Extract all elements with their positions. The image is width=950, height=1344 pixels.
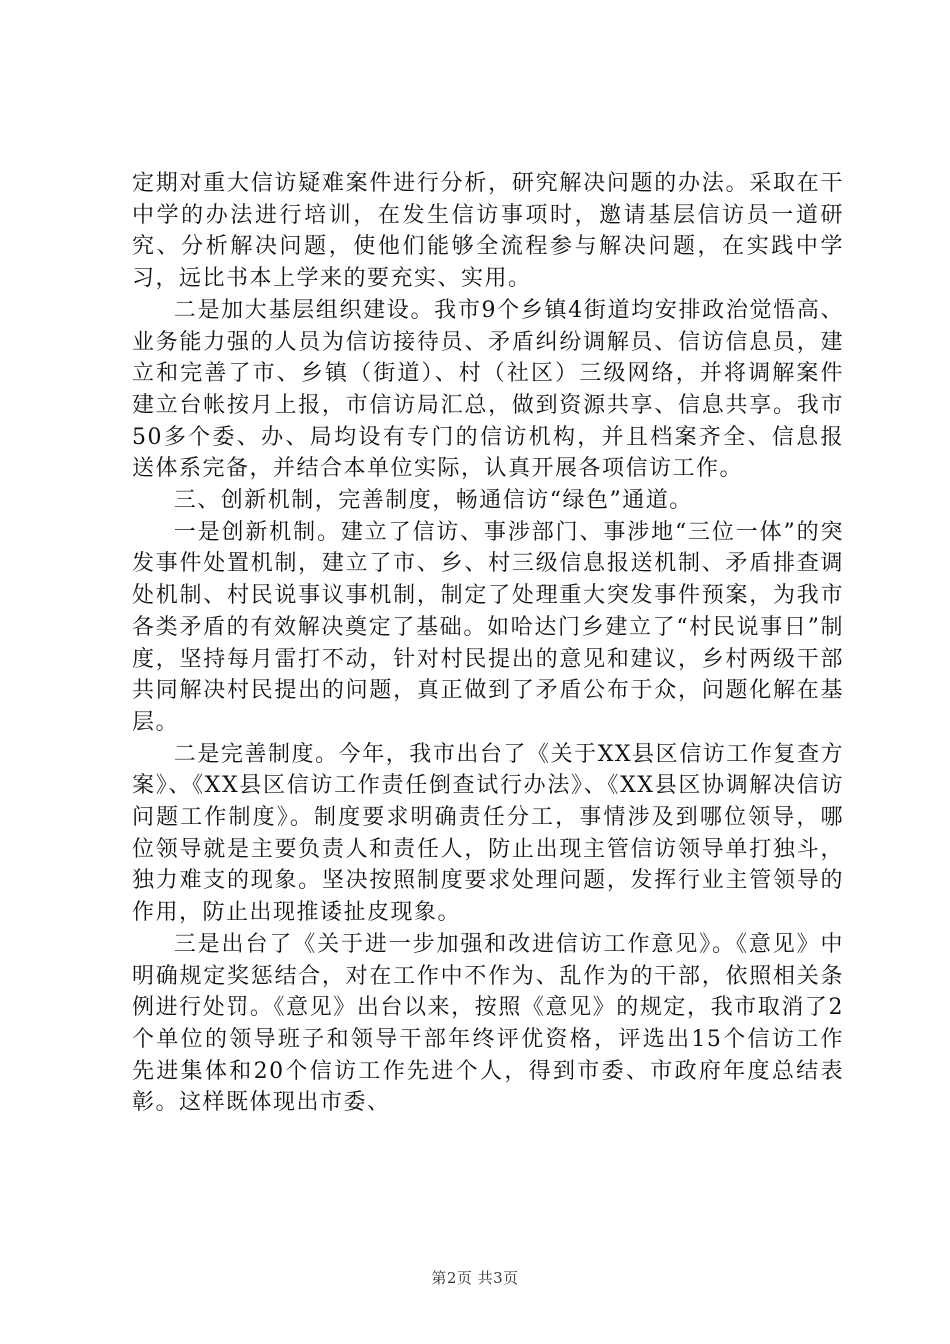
document-body bbox=[132, 168, 844, 1119]
section-heading-innovation: 三、创新机制，完善制度，畅通信访“绿色”通道。 bbox=[173, 488, 693, 514]
paragraph-grassroots-organization: 二是加大基层组织建设。我市9个乡镇4街道均安排政治觉悟高、业务能力强的人员为信访接待员、矛盾纠纷调解员、信访信息员，建立和完善了市、乡镇（街道）、村（社区）三级网络，并将调解案件建立台帐按月上报，市信访局汇总，做到资源共享、信息共享。我市50多个委、办、局均设有专门的信访机构，并且档案齐全、信息报送体系完备，并结合本单位实际，认真开展各项信访工作。 bbox=[132, 297, 844, 482]
paragraph-improve-system: 二是完善制度。今年，我市出台了《关于XX县区信访工作复查方案》、《XX县区信访工作责任倒查试行办法》、《XX县区协调解决信访问题工作制度》。制度要求明确责任分工，事情涉及到哪位领导，哪位领导就是主要负责人和责任人，防止出现主管信访领导单打独斗，独力难支的现象。坚决按照制度要求处理问题，发挥行业主管领导的作用，防止出现推诿扯皮现象。 bbox=[132, 741, 844, 926]
paragraph-innovation-mechanism: 一是创新机制。建立了信访、事涉部门、事涉地“三位一体”的突发事件处置机制，建立了市、乡、村三级信息报送机制、矛盾排查调处机制、村民说事议事机制，制定了处理重大突发事件预案，为我市各类矛盾的有效解决奠定了基础。如哈达门乡建立了“村民说事日”制度，坚持每月雷打不动，针对村民提出的意见和建议，乡村两级干部共同解决村民提出的问题，真正做到了矛盾公布于众，问题化解在基层。 bbox=[132, 519, 844, 735]
paragraph-continuation: 定期对重大信访疑难案件进行分析，研究解决问题的办法。采取在干中学的办法进行培训，在发生信访事项时，邀请基层信访员一道研究、分析解决问题，使他们能够全流程参与解决问题，在实践中学习，远比书本上学来的要充实、实用。 bbox=[132, 171, 844, 292]
page-footer: 第2页 共3页 bbox=[431, 1269, 519, 1287]
paragraph-opinion-issued: 三是出台了《关于进一步加强和改进信访工作意见》。《意见》中明确规定奖惩结合，对在工作中不作为、乱作为的干部，依照相关条例进行处罚。《意见》出台以来，按照《意见》的规定，我市取消了2个单位的领导班子和领导干部年终评优资格，评选出15个信访工作先进集体和20个信访工作先进个人，得到市委、市政府年度总结表彰。这样既体现出市委、 bbox=[132, 931, 844, 1116]
